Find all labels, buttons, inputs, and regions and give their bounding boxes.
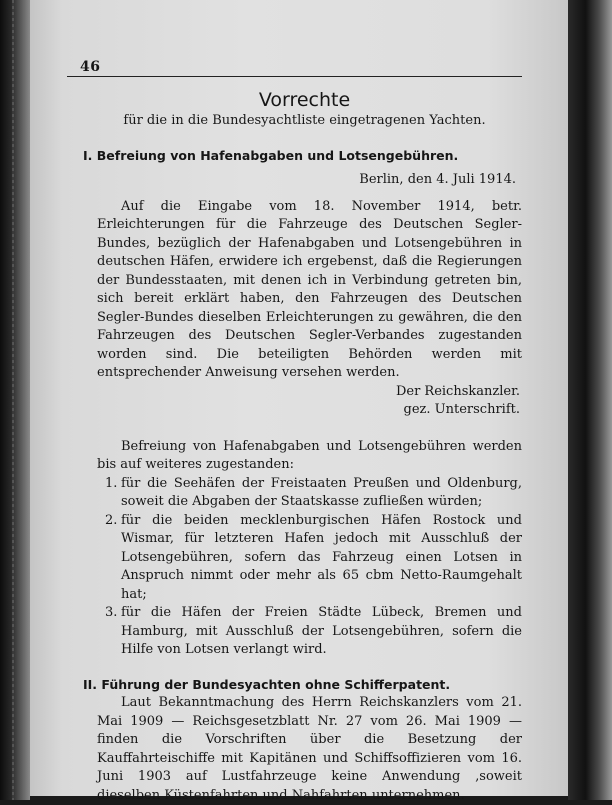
book-spine-edge	[0, 0, 30, 800]
page-content	[67, 88, 522, 805]
list-item-number: 3.	[105, 605, 118, 620]
header-rule	[67, 76, 522, 77]
signature-line: gez. Unterschrift.	[403, 402, 520, 417]
section-2-heading: II. Führung der Bundesyachten ohne Schifferpatent.	[83, 676, 451, 692]
list-item-text: für die beiden mecklenburgischen Häfen Rostock und Wismar, für letzteren Hafen jedoch mit Ausschluß der Lotsengebühren, sofern das Fahrzeug einen Lotsen in Anspruch nimmt oder mehr als 65 cbm Netto-Raumgehalt hat;	[121, 512, 522, 602]
letter-place-date: Berlin, den 4. Juli 1914.	[359, 172, 516, 187]
list-item-number: 1.	[105, 475, 118, 491]
signature-title: Der Reichskanzler.	[395, 383, 520, 399]
exemption-list	[67, 475, 522, 660]
list-item-text: für die Seehäfen der Freistaaten Preußen und Oldenburg, soweit die Abgaben der Staatskasse zufließen würden;	[121, 475, 522, 509]
page-subtitle: für die in die Bundesyachtliste eingetragenen Yachten.	[123, 113, 486, 128]
section-1-heading: I. Befreiung von Hafenabgaben und Lotsengebühren.	[83, 147, 459, 163]
list-item-text: für die Häfen der Freien Städte Lübeck, Bremen und Hamburg, mit Ausschluß der Lotsengebühren, sofern die Hilfe von Lotsen verlangt wird.	[121, 605, 522, 657]
section-2-body: Laut Bekanntmachung des Herrn Reichskanzlers vom 21. Mai 1909 — Reichsgesetzblatt Nr. 27 vom 26. Mai 1909 — finden die Vorschriften über die Besetzung der Kauffahrteischiffe mit Kapitänen und Schiffsoffizieren vom 16. Juni 1903 auf Lustfahrzeuge keine Anwendung ‚soweit dieselben Küstenfahrten und Nahfahrten unternehmen.	[97, 695, 522, 803]
list-item	[97, 512, 522, 605]
facing-page-edge	[568, 0, 612, 800]
list-item	[97, 604, 522, 660]
page-number: 46	[80, 59, 101, 75]
page-title: Vorrechte	[258, 89, 351, 111]
exemption-intro: Befreiung von Hafenabgaben und Lotsengebühren werden bis auf weiteres zugestanden:	[97, 438, 522, 472]
letter-body: Auf die Eingabe vom 18. November 1914, betr. Erleichterungen für die Fahrzeuge des Deutschen Segler-Bundes, bezüglich der Hafenabgaben und Lotsengebühren in deutschen Häfen, erwidere ich ergebenst, daß die Regierungen der Bundesstaaten, mit denen ich in Verbindung getreten bin, sich bereit erklärt haben, den Fahrzeugen des Deutschen Segler-Bundes dieselben Erleichterungen zu gewähren, die den Fahrzeugen des Deutschen Segler-Verbandes zugestanden worden sind. Die beteiligten Behörden werden mit entsprechender Anweisung versehen werden.	[97, 198, 522, 380]
list-item-number: 2.	[105, 512, 118, 528]
list-item	[97, 475, 522, 512]
